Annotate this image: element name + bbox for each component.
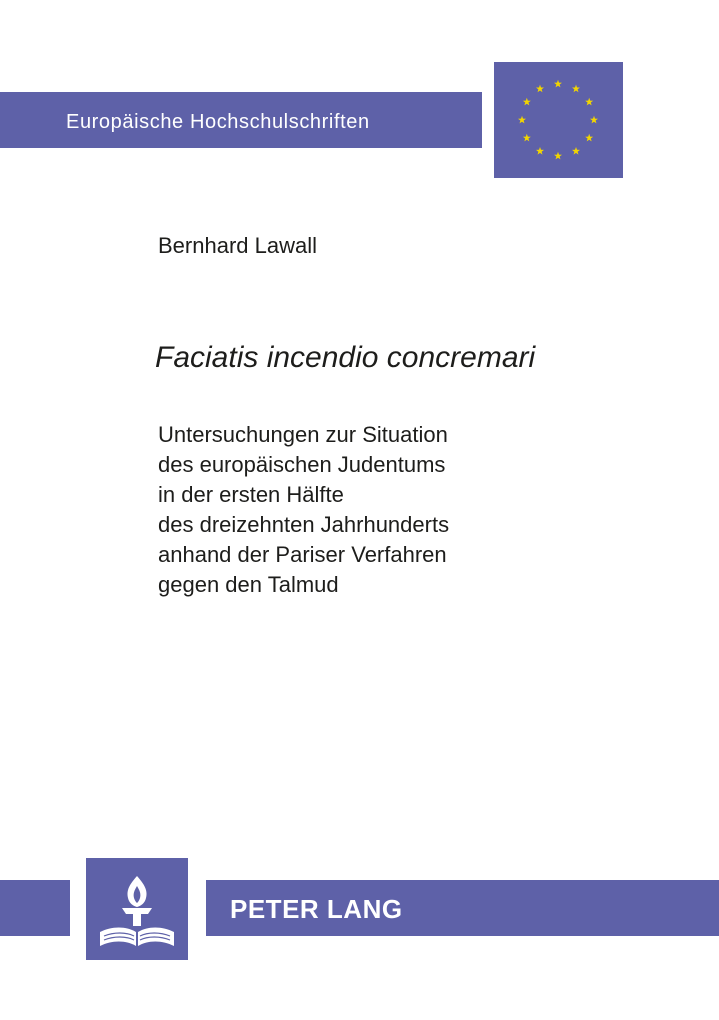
book-title: Faciatis incendio concremari xyxy=(155,341,536,374)
subtitle-line: gegen den Talmud xyxy=(158,572,339,597)
subtitle-line: anhand der Pariser Verfahren xyxy=(158,542,447,567)
star-icon xyxy=(572,85,580,93)
publisher-name: PETER LANG xyxy=(230,894,403,924)
star-icon xyxy=(523,134,531,142)
star-icon xyxy=(518,116,526,124)
star-icon xyxy=(536,85,544,93)
star-icon xyxy=(590,116,598,124)
publisher-logo xyxy=(86,858,188,960)
series-title: Europäische Hochschulschriften xyxy=(66,111,370,133)
eu-stars-icon xyxy=(494,62,623,178)
star-icon xyxy=(523,98,531,106)
eu-flag xyxy=(494,62,623,178)
flame-book-logo-icon xyxy=(86,858,188,960)
star-icon xyxy=(554,152,562,160)
subtitle-line: des dreizehnten Jahrhunderts xyxy=(158,512,450,537)
book-subtitle xyxy=(158,420,578,600)
star-icon xyxy=(585,134,593,142)
bottom-left-band xyxy=(0,880,70,936)
star-icon xyxy=(536,147,544,155)
star-icon xyxy=(585,98,593,106)
subtitle-line: in der ersten Hälfte xyxy=(158,482,344,507)
subtitle-line: Untersuchungen zur Situation xyxy=(158,422,448,447)
author-name: Bernhard Lawall xyxy=(158,233,317,258)
star-icon xyxy=(554,80,562,88)
star-icon xyxy=(572,147,580,155)
subtitle-line: des europäischen Judentums xyxy=(158,452,446,477)
